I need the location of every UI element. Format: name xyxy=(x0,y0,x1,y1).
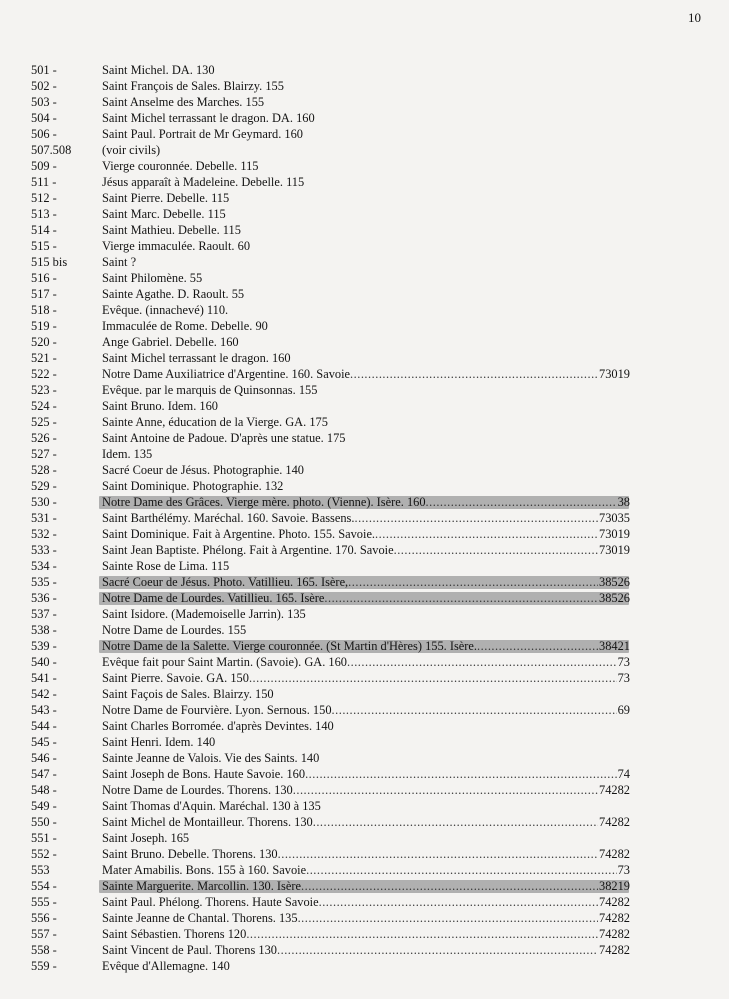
entry-description: Notre Dame Auxiliatrice d'Argentine. 160. Savoie xyxy=(102,367,351,381)
dot-leader xyxy=(301,878,598,894)
entry-number: 531 - xyxy=(31,511,57,525)
entry-row xyxy=(31,254,631,270)
entry-code: 74282 xyxy=(599,911,630,925)
entry-description: Saint Pierre. Savoie. GA. 150 xyxy=(102,671,249,685)
entry-description: Saint Charles Borromée. d'après Devintes. 140 xyxy=(102,719,334,733)
entry-number: 550 - xyxy=(31,815,57,829)
entry-number: 558 - xyxy=(31,943,57,957)
entry-number: 559 - xyxy=(31,959,57,973)
dot-leader xyxy=(298,910,598,926)
entry-code: 74282 xyxy=(599,783,630,797)
entry-description: Saint Paul. Portrait de Mr Geymard. 160 xyxy=(102,127,303,141)
entry-description: Saint Michel terrassant le dragon. 160 xyxy=(102,351,291,365)
entry-number: 512 - xyxy=(31,191,57,205)
entry-row xyxy=(31,206,631,222)
entry-number: 509 - xyxy=(31,159,57,173)
entry-row xyxy=(31,478,631,494)
entry-row xyxy=(31,686,631,702)
dot-leader xyxy=(246,926,598,942)
dot-leader xyxy=(278,846,598,862)
entry-number: 553 xyxy=(31,863,50,877)
entry-row xyxy=(31,526,631,542)
entry-description: Saint Sébastien. Thorens 120 xyxy=(102,927,247,941)
dot-leader xyxy=(354,510,598,526)
entry-description: Immaculée de Rome. Debelle. 90 xyxy=(102,319,268,333)
entry-number: 535 - xyxy=(31,575,57,589)
entry-number: 528 - xyxy=(31,463,57,477)
entry-description: Saint Michel terrassant le dragon. DA. 160 xyxy=(102,111,315,125)
entry-row xyxy=(31,350,631,366)
entry-code: 73 xyxy=(617,863,630,877)
entry-row xyxy=(31,894,631,910)
entry-code: 69 xyxy=(617,703,630,717)
entry-description: Vierge immaculée. Raoult. 60 xyxy=(102,239,251,253)
entry-description: Saint Isidore. (Mademoiselle Jarrin). 135 xyxy=(102,607,306,621)
entry-number: 522 - xyxy=(31,367,57,381)
entry-description: Saint Bruno. Debelle. Thorens. 130 xyxy=(102,847,278,861)
entry-description: Saint Antoine de Padoue. D'après une statue. 175 xyxy=(102,431,346,445)
entry-row xyxy=(31,270,631,286)
entry-number: 502 - xyxy=(31,79,57,93)
dot-leader xyxy=(313,814,598,830)
entry-description: Saint Joseph. 165 xyxy=(102,831,190,845)
entry-description: Saint Philomène. 55 xyxy=(102,271,203,285)
entry-number: 534 - xyxy=(31,559,57,573)
dot-leader xyxy=(477,638,598,654)
entry-description: Sacré Coeur de Jésus. Photo. Vatillieu. 165. Isère, xyxy=(102,575,349,589)
entry-row xyxy=(31,782,631,798)
entry-row xyxy=(31,142,631,158)
entry-description: Notre Dame des Grâces. Vierge mère. photo. (Vienne). Isère. 160 xyxy=(102,495,426,509)
entry-number: 555 - xyxy=(31,895,57,909)
entry-row xyxy=(31,126,631,142)
dot-leader xyxy=(332,702,617,718)
entry-description: Saint Jean Baptiste. Phélong. Fait à Argentine. 170. Savoie xyxy=(102,543,394,557)
entry-description: (voir civils) xyxy=(102,143,161,157)
entry-row xyxy=(31,862,631,878)
entry-row xyxy=(31,590,631,606)
entry-row xyxy=(31,670,631,686)
entry-code: 38421 xyxy=(599,639,630,653)
entry-code: 74282 xyxy=(599,927,630,941)
entry-description: Evêque. par le marquis de Quinsonnas. 155 xyxy=(102,383,318,397)
entry-row xyxy=(31,190,631,206)
entry-row xyxy=(31,302,631,318)
entry-code: 38526 xyxy=(599,591,630,605)
entry-description: Sainte Rose de Lima. 115 xyxy=(102,559,230,573)
entry-code: 38219 xyxy=(599,879,630,893)
entry-number: 554 - xyxy=(31,879,57,893)
entry-code: 74282 xyxy=(599,943,630,957)
entry-description: Saint Henri. Idem. 140 xyxy=(102,735,216,749)
entry-row xyxy=(31,94,631,110)
entry-number: 526 - xyxy=(31,431,57,445)
dot-leader xyxy=(350,366,598,382)
entry-number: 504 - xyxy=(31,111,57,125)
entry-row xyxy=(31,574,631,590)
entry-row xyxy=(31,494,631,510)
entry-description: Evêque. (innachevé) 110. xyxy=(102,303,229,317)
entry-number: 515 bis xyxy=(31,255,68,269)
entry-description: Saint Joseph de Bons. Haute Savoie. 160 xyxy=(102,767,306,781)
entry-description: Notre Dame de Fourvière. Lyon. Sernous. 150 xyxy=(102,703,332,717)
entry-row xyxy=(31,958,631,974)
entry-row xyxy=(31,174,631,190)
entry-number: 544 - xyxy=(31,719,57,733)
dot-leader xyxy=(319,894,598,910)
entry-description: Saint Bruno. Idem. 160 xyxy=(102,399,218,413)
entry-description: Evêque d'Allemagne. 140 xyxy=(102,959,230,973)
entry-code: 74 xyxy=(617,767,630,781)
entry-number: 532 - xyxy=(31,527,57,541)
entry-row xyxy=(31,830,631,846)
entry-number: 503 - xyxy=(31,95,57,109)
entry-number: 533 - xyxy=(31,543,57,557)
entry-number: 557 - xyxy=(31,927,57,941)
entry-number: 536 - xyxy=(31,591,57,605)
entry-number: 540 - xyxy=(31,655,57,669)
entry-number: 523 - xyxy=(31,383,57,397)
entry-number: 541 - xyxy=(31,671,57,685)
entry-number: 517 - xyxy=(31,287,57,301)
entry-description: Mater Amabilis. Bons. 155 à 160. Savoie xyxy=(102,863,307,877)
entry-description: Notre Dame de Lourdes. Thorens. 130 xyxy=(102,783,293,797)
entry-row xyxy=(31,222,631,238)
entry-number: 542 - xyxy=(31,687,57,701)
entry-number: 525 - xyxy=(31,415,57,429)
entry-code: 74282 xyxy=(599,895,630,909)
entry-code: 73019 xyxy=(599,367,630,381)
entry-number: 545 - xyxy=(31,735,57,749)
entry-row xyxy=(31,638,631,654)
entry-row xyxy=(31,606,631,622)
entry-description: Notre Dame de Lourdes. 155 xyxy=(102,623,247,637)
entry-row xyxy=(31,926,631,942)
entry-row xyxy=(31,366,631,382)
entry-number: 513 - xyxy=(31,207,57,221)
entry-description: Saint Anselme des Marches. 155 xyxy=(102,95,265,109)
entry-description: Saint Michel. DA. 130 xyxy=(102,63,215,77)
entry-row xyxy=(31,318,631,334)
entry-description: Saint Mathieu. Debelle. 115 xyxy=(102,223,241,237)
entry-row xyxy=(31,654,631,670)
dot-leader xyxy=(305,766,617,782)
entry-description: Vierge couronnée. Debelle. 115 xyxy=(102,159,259,173)
entry-row xyxy=(31,510,631,526)
entry-description: Sainte Marguerite. Marcollin. 130. Isère xyxy=(102,879,301,893)
entry-description: Ange Gabriel. Debelle. 160 xyxy=(102,335,239,349)
dot-leader xyxy=(277,942,598,958)
dot-leader xyxy=(394,542,598,558)
entry-number: 529 - xyxy=(31,479,57,493)
entry-description: Notre Dame de la Salette. Vierge couronnée. (St Martin d'Hères) 155. Isère. xyxy=(102,639,478,653)
entry-number: 514 - xyxy=(31,223,57,237)
entry-row xyxy=(31,814,631,830)
entry-number: 521 - xyxy=(31,351,57,365)
entry-description: Saint Michel de Montailleur. Thorens. 130 xyxy=(102,815,313,829)
entry-number: 507.508 xyxy=(31,143,72,157)
dot-leader xyxy=(348,574,598,590)
entry-number: 551 - xyxy=(31,831,57,845)
entry-code: 74282 xyxy=(599,847,630,861)
entry-description: Saint Thomas d'Aquin. Maréchal. 130 à 135 xyxy=(102,799,321,813)
entry-description: Sainte Jeanne de Valois. Vie des Saints. 140 xyxy=(102,751,320,765)
entry-description: Saint Dominique. Photographie. 132 xyxy=(102,479,284,493)
entry-row xyxy=(31,382,631,398)
entry-number: 515 - xyxy=(31,239,57,253)
entry-row xyxy=(31,558,631,574)
entry-description: Saint Paul. Phélong. Thorens. Haute Savoie xyxy=(102,895,319,909)
entry-code: 73019 xyxy=(599,527,630,541)
entry-row xyxy=(31,878,631,894)
entry-description: Idem. 135 xyxy=(102,447,153,461)
dot-leader xyxy=(347,654,617,670)
entry-number: 518 - xyxy=(31,303,57,317)
entry-description: Saint Barthélémy. Maréchal. 160. Savoie. Bassens. xyxy=(102,511,355,525)
entry-row xyxy=(31,542,631,558)
entry-row xyxy=(31,286,631,302)
entry-code: 73035 xyxy=(599,511,630,525)
entry-description: Saint Façois de Sales. Blairzy. 150 xyxy=(102,687,274,701)
entry-number: 501 - xyxy=(31,63,57,77)
entry-row xyxy=(31,910,631,926)
entry-code: 73 xyxy=(617,671,630,685)
entry-description: Sainte Agathe. D. Raoult. 55 xyxy=(102,287,245,301)
entry-row xyxy=(31,334,631,350)
entry-number: 516 - xyxy=(31,271,57,285)
entry-row xyxy=(31,750,631,766)
entry-description: Saint Marc. Debelle. 115 xyxy=(102,207,226,221)
entry-number: 538 - xyxy=(31,623,57,637)
entry-row xyxy=(31,446,631,462)
entry-number: 546 - xyxy=(31,751,57,765)
entry-number: 527 - xyxy=(31,447,57,461)
entry-number: 519 - xyxy=(31,319,57,333)
entry-number: 547 - xyxy=(31,767,57,781)
entry-description: Jésus apparaît à Madeleine. Debelle. 115 xyxy=(102,175,305,189)
entry-row xyxy=(31,702,631,718)
entry-row xyxy=(31,398,631,414)
entry-number: 556 - xyxy=(31,911,57,925)
entry-code: 38526 xyxy=(599,575,630,589)
dot-leader xyxy=(306,862,617,878)
entry-row xyxy=(31,62,631,78)
dot-leader xyxy=(249,670,617,686)
entry-code: 74282 xyxy=(599,815,630,829)
dot-leader xyxy=(293,782,598,798)
entry-number: 552 - xyxy=(31,847,57,861)
entry-row xyxy=(31,414,631,430)
entry-number: 539 - xyxy=(31,639,57,653)
entry-row xyxy=(31,430,631,446)
entry-number: 530 - xyxy=(31,495,57,509)
catalogue-entries xyxy=(31,62,631,974)
entry-number: 511 - xyxy=(31,175,57,189)
entry-description: Saint Vincent de Paul. Thorens 130 xyxy=(102,943,277,957)
entry-description: Saint Dominique. Fait à Argentine. Photo. 155. Savoie. xyxy=(102,527,376,541)
entry-description: Notre Dame de Lourdes. Vatillieu. 165. Isère xyxy=(102,591,325,605)
entry-row xyxy=(31,78,631,94)
entry-description: Saint François de Sales. Blairzy. 155 xyxy=(102,79,284,93)
entry-code: 73019 xyxy=(599,543,630,557)
entry-description: Sacré Coeur de Jésus. Photographie. 140 xyxy=(102,463,304,477)
entry-description: Sainte Jeanne de Chantal. Thorens. 135 xyxy=(102,911,298,925)
page-number: 10 xyxy=(688,10,701,25)
entry-row xyxy=(31,798,631,814)
dot-leader xyxy=(324,590,598,606)
entry-number: 520 - xyxy=(31,335,57,349)
entry-row xyxy=(31,110,631,126)
entry-row xyxy=(31,718,631,734)
entry-row xyxy=(31,942,631,958)
entry-number: 506 - xyxy=(31,127,57,141)
entry-number: 537 - xyxy=(31,607,57,621)
entry-description: Sainte Anne, éducation de la Vierge. GA. 175 xyxy=(102,415,328,429)
entry-row xyxy=(31,622,631,638)
entry-number: 524 - xyxy=(31,399,57,413)
entry-row xyxy=(31,158,631,174)
entry-code: 38 xyxy=(617,495,630,509)
entry-description: Saint Pierre. Debelle. 115 xyxy=(102,191,230,205)
entry-number: 543 - xyxy=(31,703,57,717)
entry-description: Saint ? xyxy=(102,255,137,269)
entry-number: 549 - xyxy=(31,799,57,813)
dot-leader xyxy=(375,526,598,542)
entry-row xyxy=(31,766,631,782)
dot-leader xyxy=(426,494,617,510)
entry-row xyxy=(31,462,631,478)
entry-description: Evêque fait pour Saint Martin. (Savoie). GA. 160 xyxy=(102,655,348,669)
entry-code: 73 xyxy=(617,655,630,669)
entry-row xyxy=(31,846,631,862)
entry-row xyxy=(31,734,631,750)
entry-number: 548 - xyxy=(31,783,57,797)
entry-row xyxy=(31,238,631,254)
